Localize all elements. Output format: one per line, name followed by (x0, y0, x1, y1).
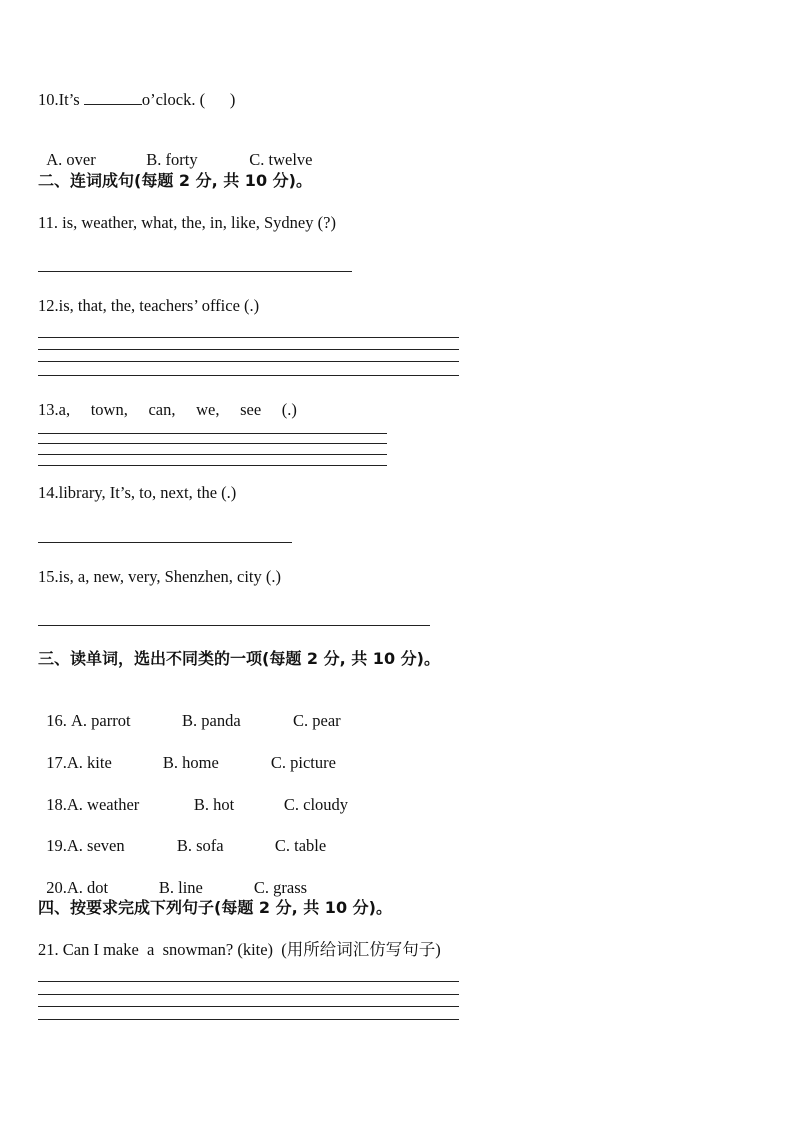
option-c[interactable]: C. picture (270, 753, 336, 772)
option-c[interactable]: C. grass (253, 878, 308, 897)
option-a[interactable]: A. over (46, 150, 96, 169)
answer-line[interactable] (38, 271, 352, 272)
question-number: 18. (46, 795, 67, 814)
question-12: 12.is, that, the, teachers’ office (.) (38, 296, 260, 315)
option-a[interactable]: A. kite (66, 753, 112, 772)
answer-line[interactable] (38, 361, 459, 362)
question-21: 21. Can I make a snowman? (kite) (用所给词汇仿写句子) (38, 940, 441, 959)
answer-line[interactable] (38, 443, 387, 444)
question-13: 13.a, town, can, we, see (.) (38, 400, 297, 419)
answer-line[interactable] (38, 625, 430, 626)
option-a[interactable]: A. seven (66, 836, 125, 855)
answer-line[interactable] (38, 433, 387, 434)
answer-line[interactable] (38, 349, 459, 350)
question-10 (38, 88, 235, 110)
section-4-heading: 四、按要求完成下列句子(每题 2 分, 共 10 分)。 (38, 898, 392, 917)
question-10-options (38, 130, 313, 170)
option-b[interactable]: B. line (158, 878, 203, 897)
option-b[interactable]: B. sofa (176, 836, 224, 855)
question-number: 17. (46, 753, 67, 772)
question-16 (38, 691, 341, 731)
section-3-heading: 三、读单词，选出不同类的一项(每题 2 分, 共 10 分)。 (38, 649, 440, 668)
answer-line[interactable] (38, 542, 292, 543)
option-b[interactable]: B. panda (182, 711, 241, 730)
question-20 (38, 858, 307, 898)
question-17 (38, 733, 336, 773)
option-c[interactable]: C. cloudy (283, 795, 349, 814)
answer-line[interactable] (38, 994, 459, 995)
answer-line[interactable] (38, 337, 459, 338)
question-number: 19. (46, 836, 67, 855)
section-2-heading: 二、连词成句(每题 2 分, 共 10 分)。 (38, 171, 312, 190)
question-19 (38, 816, 326, 856)
answer-line[interactable] (38, 1006, 459, 1007)
question-number: 20. (46, 878, 67, 897)
question-14: 14.library, It’s, to, next, the (.) (38, 483, 237, 502)
option-a[interactable]: A. parrot (71, 711, 131, 730)
option-b[interactable]: B. home (162, 753, 219, 772)
option-a[interactable]: A. dot (66, 878, 109, 897)
answer-line[interactable] (38, 465, 387, 466)
question-15: 15.is, a, new, very, Shenzhen, city (.) (38, 567, 281, 586)
option-b[interactable]: B. hot (193, 795, 235, 814)
answer-line[interactable] (38, 981, 459, 982)
answer-line[interactable] (38, 1019, 459, 1020)
answer-blank[interactable] (84, 88, 142, 105)
question-18 (38, 775, 348, 815)
option-c[interactable]: C. pear (293, 711, 341, 730)
question-11: 11. is, weather, what, the, in, like, Sydney (?) (38, 213, 336, 232)
option-c[interactable]: C. twelve (249, 150, 313, 169)
answer-line[interactable] (38, 375, 459, 376)
question-10-suffix: o’clock. ( ) (141, 90, 236, 109)
question-number: 16. (46, 711, 71, 730)
question-10-prefix: 10.It’s (38, 90, 84, 109)
option-b[interactable]: B. forty (146, 150, 198, 169)
option-a[interactable]: A. weather (66, 795, 140, 814)
answer-line[interactable] (38, 454, 387, 455)
option-c[interactable]: C. table (274, 836, 327, 855)
